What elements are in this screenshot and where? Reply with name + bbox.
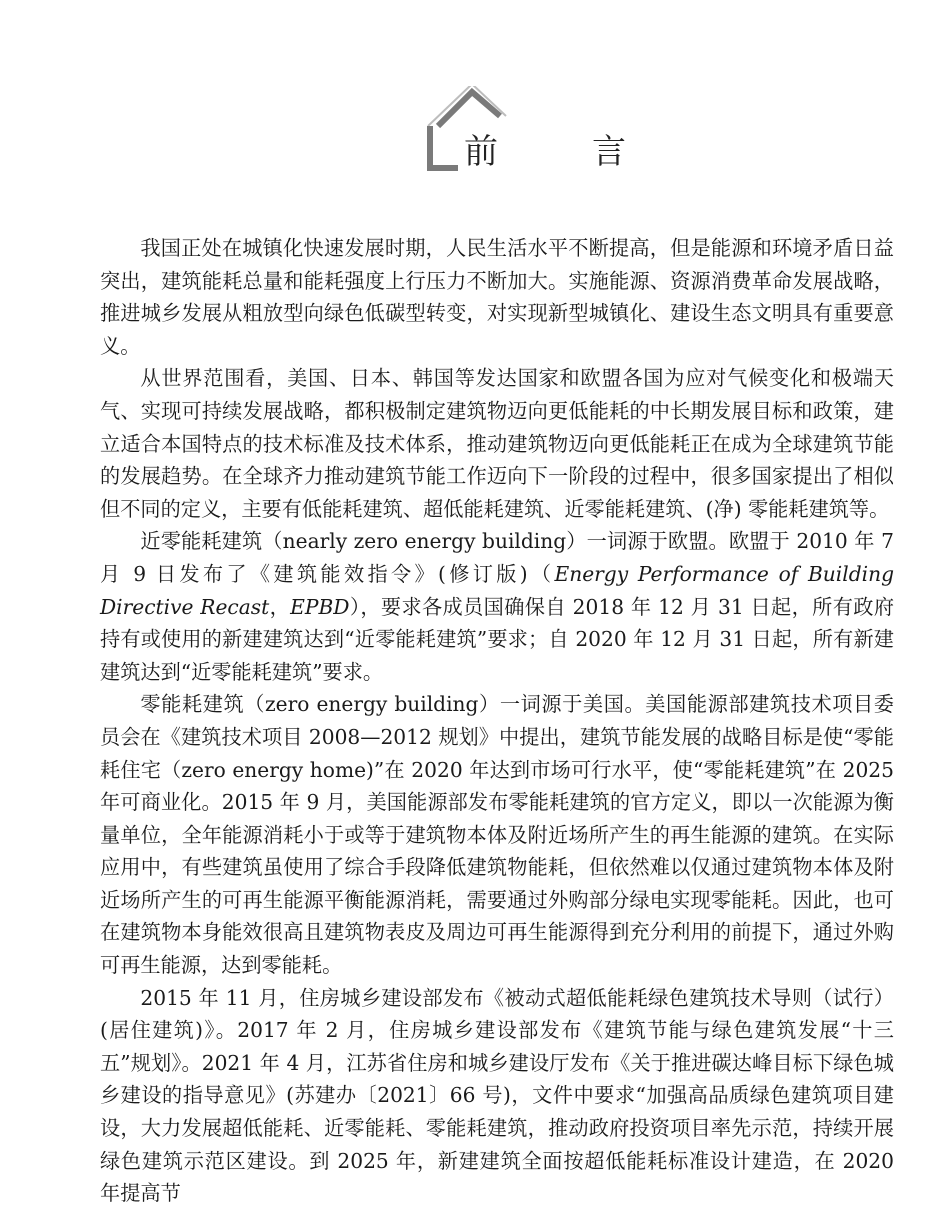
paragraph-2: 从世界范围看，美国、日本、韩国等发达国家和欧盟各国为应对气候变化和极端天气、实现可持续发展战略，都积极制定建筑物迈向更低能耗的中长期发展目标和政策，建立适合本国特点的技术标准及技术体系，推动建筑物迈向更低能耗正在成为全球建筑节能的发展趋势。在全球齐力推动建筑节能工作迈向下一阶段的过程中，很多国家提出了相似但不同的定义，主要有低能耗建筑、超低能耗建筑、近零能耗建筑、(净) 零能耗建筑等。 bbox=[100, 366, 894, 521]
paragraph-5: 2015 年 11 月，住房城乡建设部发布《被动式超低能耗绿色建筑技术导则（试行）(居住建筑)》。2017 年 2 月，住房城乡建设部发布《建筑节能与绿色建筑发展“十三五”规划》。2021 年 4 月，江苏省住房和城乡建设厅发布《关于推进碳达峰目标下绿色城乡建设的指导意见》(苏建办〔2021〕66 号)，文件中要求“加强高品质绿色建筑项目建设，大力发展超低能耗、近零能耗、零能耗建筑，推动政府投资项目率先示范，持续开展绿色建筑示范区建设。到 2025 年，新建建筑全面按超低能耗标准设计建造，在 2020 年提高节 bbox=[100, 985, 894, 1206]
paragraph-1: 我国正处在城镇化快速发展时期，人民生活水平不断提高，但是能源和环境矛盾日益突出，建筑能耗总量和能耗强度上行压力不断加大。实施能源、资源消费革命发展战略，推进城乡发展从粗放型向绿色低碳型转变，对实现新型城镇化、建设生态文明具有重要意义。 bbox=[100, 236, 894, 358]
preface-body bbox=[100, 232, 894, 1210]
paragraph-3-text-a: 近零能耗建筑（nearly zero energy building）一词源于欧盟。欧盟于 2010 年 7 月 9 日发布了《建筑能效指令》(修订版)（ bbox=[100, 529, 894, 586]
page-title: 前 言 bbox=[464, 132, 656, 172]
paragraph-3 bbox=[100, 525, 894, 688]
preface-heading bbox=[426, 86, 656, 176]
paragraph-3-text-b: ， bbox=[269, 594, 291, 619]
directive-abbreviation: EPBD bbox=[290, 594, 350, 619]
paragraph-4: 零能耗建筑（zero energy building）一词源于美国。美国能源部建筑技术项目委员会在《建筑技术项目 2008—2012 规划》中提出，建筑节能发展的战略目标是使“零能耗住宅（zero energy home)”在 2020 年达到市场可行水平，使“零能耗建筑”在 2025 年可商业化。2015 年 9 月，美国能源部发布零能耗建筑的官方定义，即以一次能源为衡量单位，全年能源消耗小于或等于建筑物本体及附近场所产生的再生能源的建筑。在实际应用中，有些建筑虽使用了综合手段降低建筑物能耗，但依然难以仅通过建筑物本体及附近场所产生的可再生能源平衡能源消耗，需要通过外购部分绿电实现零能耗。因此，也可在建筑物本身能效很高且建筑物表皮及周边可再生能源得到充分利用的前提下，通过外购可再生能源，达到零能耗。 bbox=[100, 692, 894, 978]
directive-title: Energy Performance of Building Directive Recast bbox=[100, 561, 895, 619]
paragraph-3-text-c: ），要求各成员国确保自 2018 年 12 月 31 日起，所有政府持有或使用的新建建筑达到“近零能耗建筑”要求；自 2020 年 12 月 31 日起，所有新建建筑达到“近零能耗建筑”要求。 bbox=[100, 594, 895, 684]
